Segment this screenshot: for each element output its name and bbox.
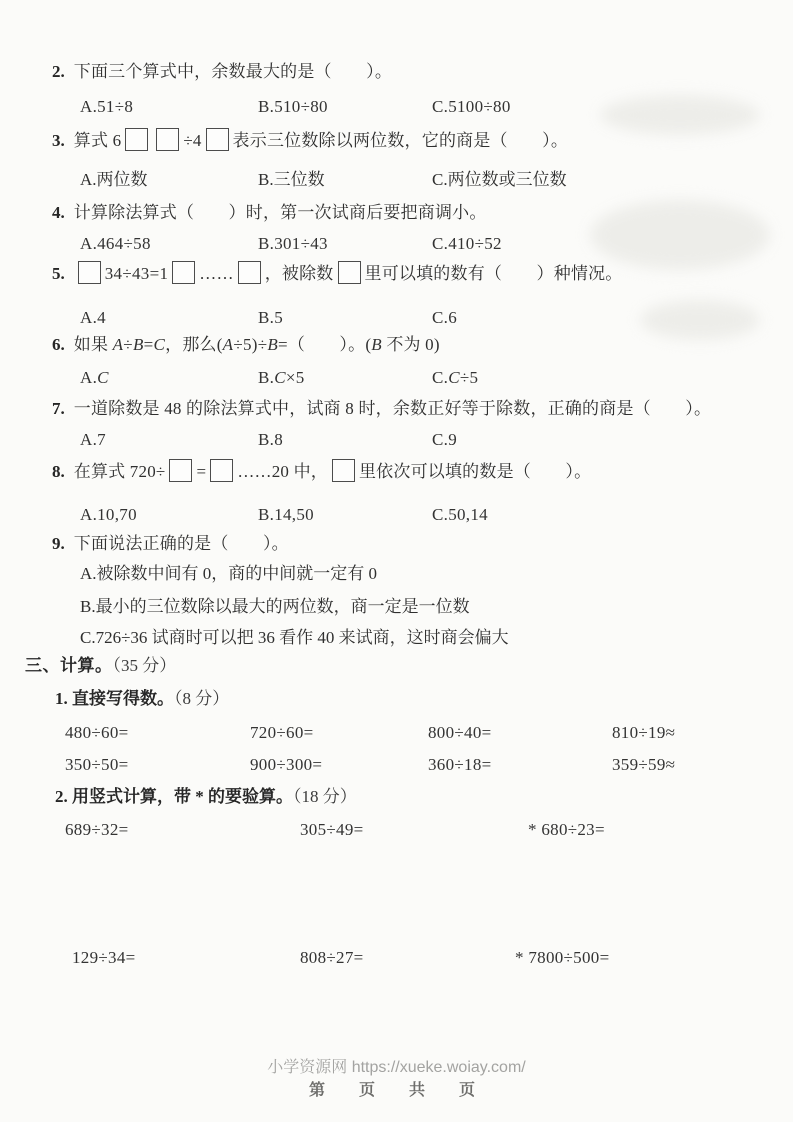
option-c: C.6 — [432, 308, 457, 327]
option-b: B.8 — [258, 430, 283, 449]
question-stem-part: 里可以填的数有（ ）种情况。 — [364, 264, 623, 283]
mental-problem: 360÷18= — [428, 755, 492, 774]
option-c: C.两位数或三位数 — [432, 170, 567, 189]
question-stem-part: ÷4 — [183, 131, 202, 150]
mental-problem: 350÷50= — [65, 755, 129, 774]
option-a — [80, 366, 109, 391]
option-a: A.被除数中间有 0，商的中间就一定有 0 — [80, 564, 378, 583]
mental-problem: 810÷19≈ — [612, 723, 676, 742]
question-number: 9. — [52, 534, 65, 553]
subsection-points: （8 分） — [174, 689, 230, 708]
scan-showthrough-artifact — [600, 95, 760, 135]
scan-showthrough-artifact — [640, 300, 760, 340]
vertical-problem: * 7800÷500= — [515, 948, 610, 967]
question-2 — [52, 60, 392, 85]
question-stem-part: 如果 — [73, 335, 113, 354]
question-stem-part: = — [196, 462, 207, 481]
vertical-problem: 689÷32= — [65, 820, 129, 839]
question-number: 7. — [52, 399, 65, 418]
variable: C — [274, 368, 286, 387]
question-stem-part: 表示三位数除以两位数，它的商是（ ）。 — [232, 131, 569, 150]
option-c: C.5100÷80 — [432, 97, 511, 116]
answer-box — [172, 261, 195, 284]
question-stem-part: ÷5)÷ — [233, 335, 268, 354]
subsection-points: （18 分） — [293, 787, 357, 806]
question-number: 3. — [52, 131, 65, 150]
option-c: C.410÷52 — [432, 234, 502, 253]
option-b: B.最小的三位数除以最大的两位数，商一定是一位数 — [80, 597, 470, 616]
option-c: C.726÷36 试商时可以把 36 看作 40 来试商，这时商会偏大 — [80, 628, 509, 647]
question-stem-part: 在算式 720÷ — [73, 462, 166, 481]
vertical-problem: * 680÷23= — [528, 820, 605, 839]
option-label: A. — [80, 368, 98, 387]
question-stem-part: …… — [199, 264, 234, 283]
answer-box — [338, 261, 361, 284]
question-4 — [52, 201, 487, 226]
question-stem-part: 算式 6 — [73, 131, 122, 150]
question-number: 5. — [52, 264, 65, 283]
question-stem-part: 不为 0) — [381, 335, 440, 354]
question-stem-part: =（ ）。( — [278, 335, 372, 354]
answer-box — [206, 128, 229, 151]
variable: C — [153, 335, 166, 354]
question-number: 4. — [52, 203, 65, 222]
option-a: A.两位数 — [80, 170, 148, 189]
subsection-title: 1. 直接写得数。 — [55, 689, 174, 708]
variable: A — [112, 335, 124, 354]
variable: C — [448, 368, 460, 387]
variable: B — [371, 335, 382, 354]
question-stem-part: = — [143, 335, 154, 354]
question-stem-part: 里依次可以填的数是（ ）。 — [358, 462, 592, 481]
question-number: 6. — [52, 335, 65, 354]
question-stem: 一道除数是 48 的除法算式中，试商 8 时，余数正好等于除数，正确的商是（ ）。 — [73, 399, 712, 418]
footer-site-url: 小学资源网 https://xueke.woiay.com/ — [267, 1059, 526, 1076]
question-3 — [52, 128, 568, 154]
answer-box — [238, 261, 261, 284]
vertical-problem: 129÷34= — [72, 948, 136, 967]
variable: B — [267, 335, 279, 354]
question-5 — [52, 261, 623, 287]
question-stem: 计算除法算式（ ）时，第一次试商后要把商调小。 — [73, 203, 487, 222]
option-b — [258, 366, 305, 391]
subsection-vertical-calc — [55, 785, 357, 810]
mental-problem: 359÷59≈ — [612, 755, 676, 774]
answer-box — [156, 128, 179, 151]
question-6 — [52, 333, 440, 358]
subsection-title: 2. 用竖式计算，带 * 的要验算。 — [55, 787, 293, 806]
option-b: B.301÷43 — [258, 234, 328, 253]
answer-box — [125, 128, 148, 151]
option-label: C. — [432, 368, 449, 387]
question-stem: 下面说法正确的是（ ）。 — [73, 534, 289, 553]
option-a: A.51÷8 — [80, 97, 134, 116]
option-a: A.7 — [80, 430, 106, 449]
question-stem-part: ，那么( — [165, 335, 223, 354]
option-a: A.4 — [80, 308, 106, 327]
option-c: C.9 — [432, 430, 457, 449]
scan-showthrough-artifact — [590, 200, 770, 270]
question-stem-part: ……20 中， — [237, 462, 328, 481]
option-label: B. — [258, 368, 275, 387]
variable: C — [97, 368, 109, 387]
mental-problem: 720÷60= — [250, 723, 314, 742]
footer-page-label: 第 页 共 页 — [308, 1082, 484, 1099]
section-title: 三、计算。 — [25, 656, 113, 675]
question-9 — [52, 532, 289, 557]
mental-problem: 800÷40= — [428, 723, 492, 742]
question-7 — [52, 397, 711, 422]
question-number: 8. — [52, 462, 65, 481]
option-a: A.464÷58 — [80, 234, 151, 253]
option-b: B.14,50 — [258, 505, 314, 524]
option-b: B.三位数 — [258, 170, 325, 189]
question-number: 2. — [52, 62, 65, 81]
answer-box — [169, 459, 192, 482]
answer-box — [78, 261, 101, 284]
question-stem: 下面三个算式中，余数最大的是（ ）。 — [73, 62, 393, 81]
question-stem-part: ，被除数 — [264, 264, 334, 283]
vertical-problem: 305÷49= — [300, 820, 364, 839]
option-c: C.50,14 — [432, 505, 488, 524]
option-suffix: ÷5 — [459, 368, 479, 387]
mental-problem: 900÷300= — [250, 755, 323, 774]
variable: A — [222, 335, 234, 354]
vertical-problem: 808÷27= — [300, 948, 364, 967]
question-8 — [52, 459, 591, 485]
option-c — [432, 366, 478, 391]
mental-problem: 480÷60= — [65, 723, 129, 742]
option-b: B.5 — [258, 308, 283, 327]
section-header-calculation — [25, 654, 176, 679]
question-stem-part: 34÷43=1 — [104, 264, 169, 283]
option-b: B.510÷80 — [258, 97, 328, 116]
section-points: （35 分） — [112, 656, 177, 675]
answer-box — [332, 459, 355, 482]
question-stem-part: ÷ — [123, 335, 133, 354]
subsection-mental-calc — [55, 687, 229, 712]
answer-box — [210, 459, 233, 482]
variable: B — [132, 335, 144, 354]
option-a: A.10,70 — [80, 505, 137, 524]
option-suffix: ×5 — [285, 368, 305, 387]
